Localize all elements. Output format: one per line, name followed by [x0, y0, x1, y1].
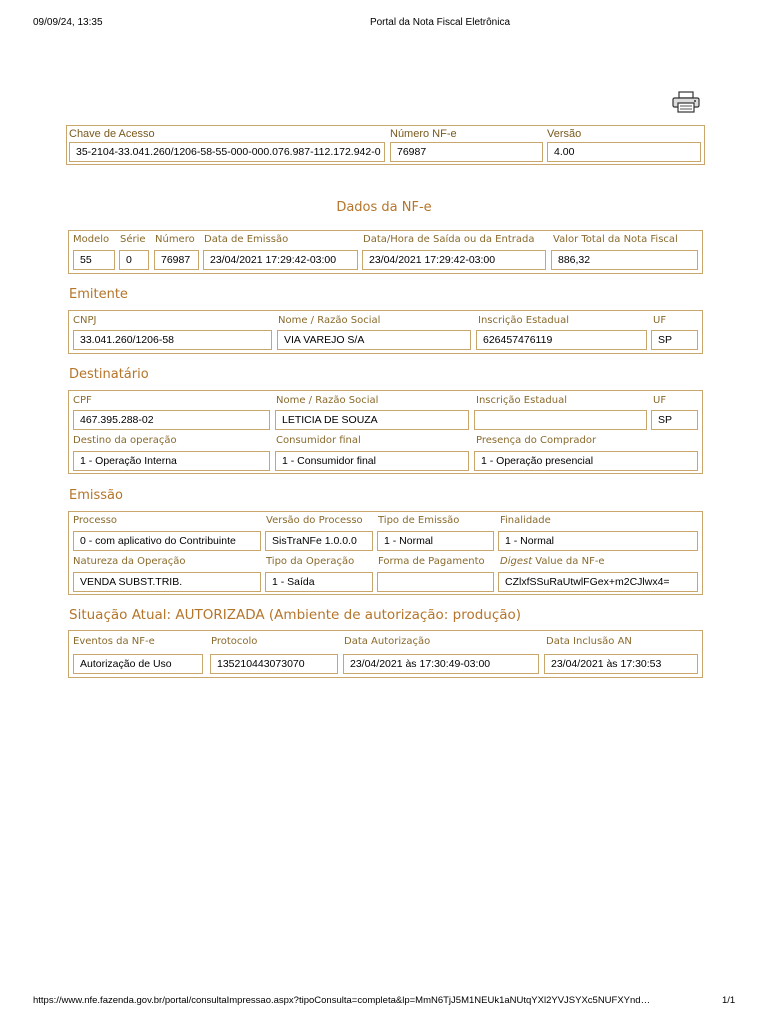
dados-title: Dados da NF-e — [336, 200, 432, 215]
dest-nome-label: Nome / Razão Social — [276, 395, 379, 406]
chave-label: Chave de Acesso — [69, 128, 155, 140]
processo-value: 0 - com aplicativo do Contribuinte — [73, 531, 261, 551]
numero-value: 76987 — [154, 250, 199, 270]
tipo-emissao-value: 1 - Normal — [377, 531, 494, 551]
emitente-ie-label: Inscrição Estadual — [478, 315, 569, 326]
emitente-uf-value: SP — [651, 330, 698, 350]
natureza-label: Natureza da Operação — [73, 556, 186, 567]
dest-destino-label: Destino da operação — [73, 435, 177, 446]
dest-ie-value — [474, 410, 647, 430]
digest-label-rest: Value da NF-e — [532, 556, 605, 567]
saida-value: 23/04/2021 17:29:42-03:00 — [362, 250, 546, 270]
situacao-title: Situação Atual: AUTORIZADA (Ambiente de autorização: produção) — [69, 607, 522, 623]
emitente-title: Emitente — [69, 287, 128, 302]
digest-label-italic: Digest — [500, 556, 533, 567]
saida-label: Data/Hora de Saída ou da Entrada — [363, 234, 535, 245]
digest-value: CZlxfSSuRaUtwlFGex+m2CJlwx4= — [498, 572, 698, 592]
numero-nfe-value: 76987 — [390, 142, 543, 162]
finalidade-value: 1 - Normal — [498, 531, 698, 551]
forma-pagamento-value — [377, 572, 494, 592]
data-inclusao-value: 23/04/2021 às 17:30:53 — [544, 654, 698, 674]
dest-ie-label: Inscrição Estadual — [476, 395, 567, 406]
digest-label — [500, 556, 605, 567]
forma-pagamento-label: Forma de Pagamento — [378, 556, 485, 567]
emissao-value: 23/04/2021 17:29:42-03:00 — [203, 250, 358, 270]
tipo-operacao-label: Tipo da Operação — [266, 556, 355, 567]
tipo-emissao-label: Tipo de Emissão — [378, 515, 460, 526]
total-value: 886,32 — [551, 250, 698, 270]
finalidade-label: Finalidade — [500, 515, 551, 526]
protocolo-label: Protocolo — [211, 636, 258, 647]
numero-nfe-label: Número NF-e — [390, 128, 457, 140]
data-autorizacao-label: Data Autorização — [344, 636, 431, 647]
tipo-operacao-value: 1 - Saída — [265, 572, 373, 592]
natureza-value: VENDA SUBST.TRIB. — [73, 572, 261, 592]
dest-destino-value: 1 - Operação Interna — [73, 451, 270, 471]
modelo-value: 55 — [73, 250, 115, 270]
print-url: https://www.nfe.fazenda.gov.br/portal/consultaImpressao.aspx?tipoConsulta=completa&lp=MmN6TjJ5M1NEUk1aNUtqYXl2YVJSYXc5NUFXYnd… — [33, 995, 651, 1006]
versao-value: 4.00 — [547, 142, 701, 162]
serie-value: 0 — [119, 250, 149, 270]
dest-consumidor-label: Consumidor final — [276, 435, 361, 446]
emitente-cnpj-value: 33.041.260/1206-58 — [73, 330, 272, 350]
dest-uf-value: SP — [651, 410, 698, 430]
versao-processo-label: Versão do Processo — [266, 515, 363, 526]
emitente-uf-label: UF — [653, 315, 667, 326]
versao-processo-value: SisTraNFe 1.0.0.0 — [265, 531, 373, 551]
data-autorizacao-value: 23/04/2021 às 17:30:49-03:00 — [343, 654, 539, 674]
dest-uf-label: UF — [653, 395, 667, 406]
eventos-value: Autorização de Uso — [73, 654, 203, 674]
emissao-label: Data de Emissão — [204, 234, 289, 245]
dest-presenca-label: Presença do Comprador — [476, 435, 597, 446]
emitente-ie-value: 626457476119 — [476, 330, 647, 350]
numero-label: Número — [155, 234, 195, 245]
destinatario-title: Destinatário — [69, 367, 149, 382]
emitente-nome-value: VIA VAREJO S/A — [277, 330, 471, 350]
chave-value: 35-2104-33.041.260/1206-58-55-000-000.076.987-112.172.942-0 — [69, 142, 385, 162]
processo-label: Processo — [73, 515, 118, 526]
dest-presenca-value: 1 - Operação presencial — [474, 451, 698, 471]
dest-cpf-label: CPF — [73, 395, 92, 406]
eventos-label: Eventos da NF-e — [73, 636, 155, 647]
dest-consumidor-value: 1 - Consumidor final — [275, 451, 469, 471]
dest-cpf-value: 467.395.288-02 — [73, 410, 270, 430]
emitente-cnpj-label: CNPJ — [73, 315, 97, 326]
emissao-title: Emissão — [69, 488, 123, 503]
data-inclusao-label: Data Inclusão AN — [546, 636, 632, 647]
print-datetime: 09/09/24, 13:35 — [33, 17, 103, 28]
serie-label: Série — [120, 234, 146, 245]
printer-icon[interactable] — [671, 91, 701, 113]
print-page-title: Portal da Nota Fiscal Eletrônica — [369, 17, 511, 28]
print-page-number: 1/1 — [722, 995, 736, 1006]
total-label: Valor Total da Nota Fiscal — [553, 234, 678, 245]
emitente-nome-label: Nome / Razão Social — [278, 315, 381, 326]
protocolo-value: 135210443073070 — [210, 654, 338, 674]
dest-nome-value: LETICIA DE SOUZA — [275, 410, 469, 430]
versao-label: Versão — [547, 128, 582, 140]
modelo-label: Modelo — [73, 234, 110, 245]
